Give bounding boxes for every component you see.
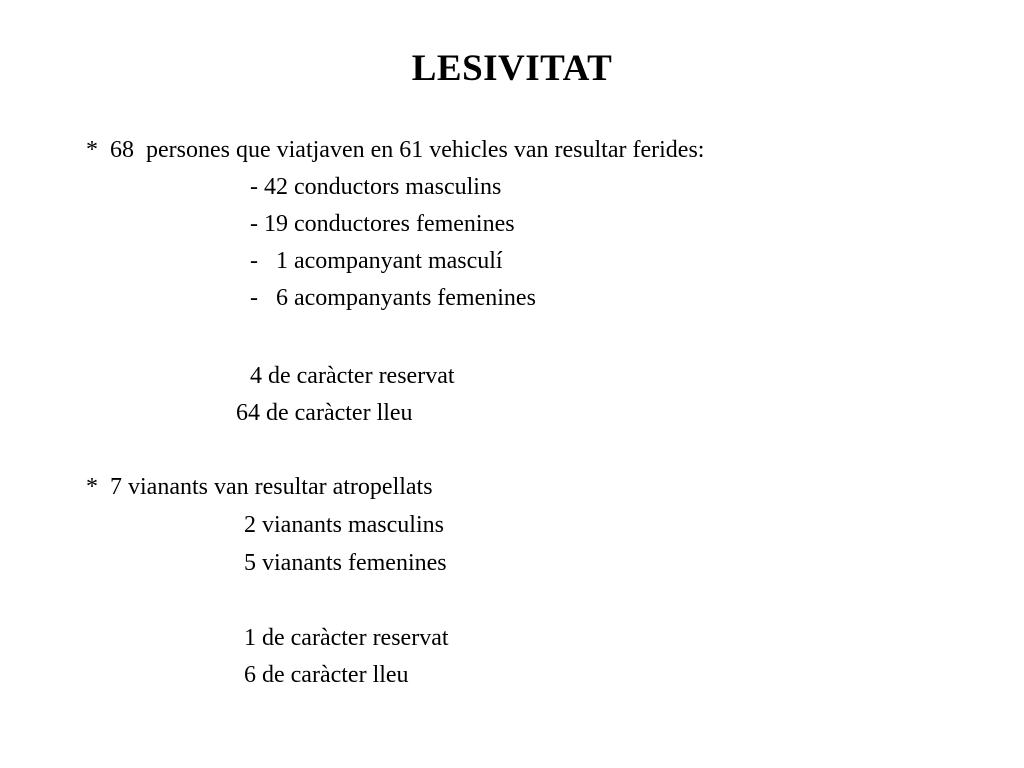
- injured-severity-reserved: 4 de caràcter reservat: [250, 363, 455, 389]
- pedestrians-heading: * 7 vianants van resultar atropellats: [86, 474, 433, 500]
- pedestrians-item-female: 5 vianants femenines: [244, 550, 447, 576]
- injured-heading: * 68 persones que viatjaven en 61 vehicles van resultar ferides:: [86, 137, 705, 163]
- injured-item-male-drivers: - 42 conductors masculins: [250, 174, 502, 200]
- pedestrians-severity-minor: 6 de caràcter lleu: [244, 662, 409, 688]
- injured-item-male-companion: - 1 acompanyant masculí: [250, 248, 503, 274]
- pedestrians-item-male: 2 vianants masculins: [244, 512, 444, 538]
- pedestrians-severity-reserved: 1 de caràcter reservat: [244, 625, 449, 651]
- injured-severity-minor: 64 de caràcter lleu: [236, 400, 413, 426]
- injured-item-female-companions: - 6 acompanyants femenines: [250, 285, 536, 311]
- injured-item-female-drivers: - 19 conductores femenines: [250, 211, 515, 237]
- slide-title: LESIVITAT: [411, 48, 613, 89]
